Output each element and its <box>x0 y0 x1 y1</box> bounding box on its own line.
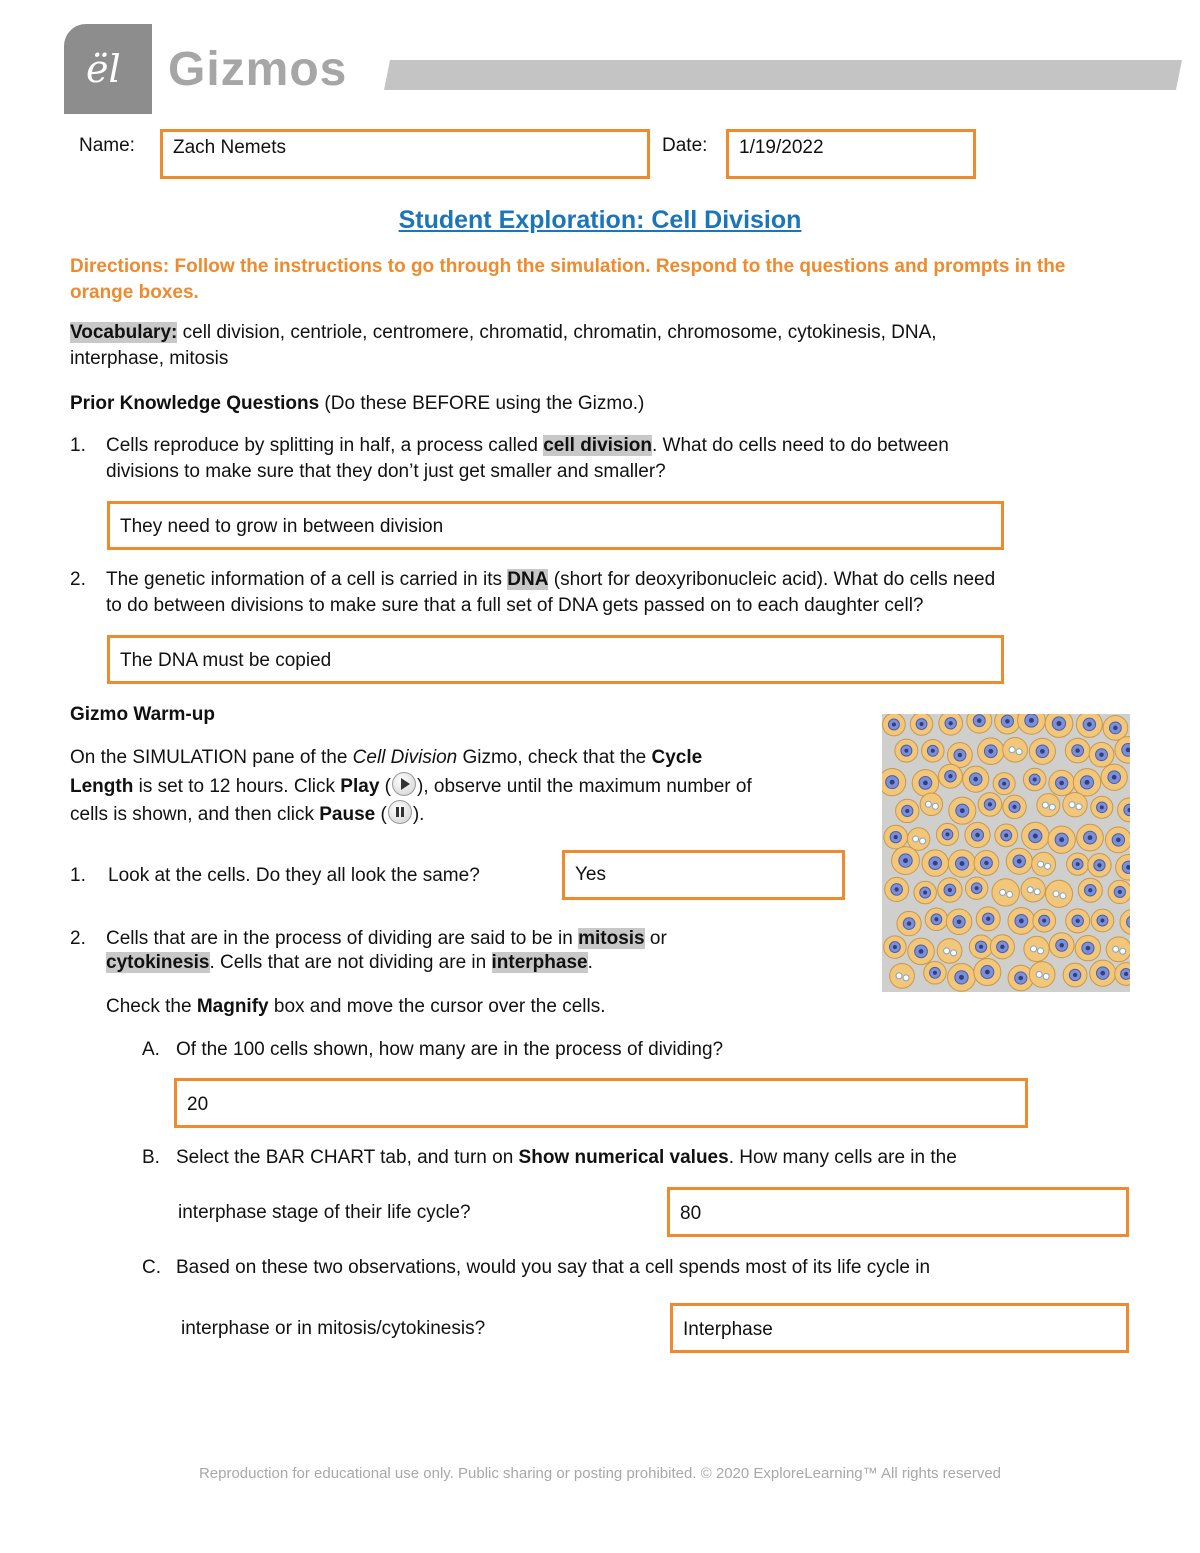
prior-heading-note: (Do these BEFORE using the Gizmo.) <box>319 393 645 414</box>
sub-a-answer-field[interactable] <box>174 1078 1028 1128</box>
cell <box>892 847 920 875</box>
warmup-p2-b: ( <box>379 776 391 797</box>
show-numerical-values: Show numerical values <box>518 1147 729 1168</box>
svg-text:ël: ël <box>86 47 121 91</box>
prior-q2-post: (short for deoxyribonucleic acid). What do cells need <box>548 569 996 590</box>
cell <box>938 878 962 902</box>
cell <box>912 770 938 796</box>
warmup-q1-answer-field[interactable] <box>562 850 845 900</box>
warmup-q1-number: 1. <box>70 865 86 886</box>
sub-b-letter: B. <box>142 1147 160 1168</box>
cell <box>965 877 987 899</box>
sub-c-letter: C. <box>142 1257 161 1278</box>
cell <box>1006 848 1032 874</box>
warmup-q2-pre: Cells that are in the process of dividing are said to be in <box>106 928 579 949</box>
term-interphase: interphase <box>491 952 588 973</box>
name-value: Zach Nemets <box>173 137 286 158</box>
cell <box>936 823 958 845</box>
cell <box>938 764 962 788</box>
term-cell-division: cell division <box>543 435 652 456</box>
cell <box>884 936 907 959</box>
prior-q2-text <box>106 567 995 593</box>
prior-q1-answer-field[interactable] <box>107 501 1004 550</box>
cell <box>1033 909 1056 932</box>
prior-q1-answer: They need to grow in between division <box>120 516 444 537</box>
cell <box>1116 854 1130 880</box>
cell <box>1024 936 1049 961</box>
cell <box>1077 824 1104 851</box>
warmup-paragraph-line1 <box>70 745 702 771</box>
vocabulary-label: Vocabulary: <box>70 322 178 343</box>
cell <box>1023 768 1046 791</box>
name-label: Name: <box>79 135 135 156</box>
play-icon <box>392 772 416 796</box>
sub-b-answer: 80 <box>680 1203 702 1224</box>
cell <box>974 851 999 876</box>
cell <box>1048 826 1075 853</box>
cell <box>946 909 972 935</box>
logo <box>64 24 152 114</box>
date-value: 1/19/2022 <box>739 137 824 158</box>
term-mitosis: mitosis <box>578 928 645 949</box>
magnify-instruction <box>106 994 606 1020</box>
warmup-p2-c: ), observe until the maximum number of <box>417 776 752 797</box>
cell <box>995 714 1020 734</box>
cell <box>924 962 947 985</box>
cell <box>1018 714 1046 734</box>
prior-q1-number: 1. <box>70 435 86 456</box>
term-dna: DNA <box>507 569 549 590</box>
cell <box>1088 854 1111 877</box>
cell <box>1101 764 1127 790</box>
cell <box>948 850 975 877</box>
sub-c-line2: interphase or in mitosis/cytokinesis? <box>181 1318 486 1339</box>
cell <box>1037 794 1060 817</box>
cell <box>1003 737 1028 762</box>
cell <box>884 825 908 849</box>
warmup-p3-c: ). <box>412 804 425 825</box>
warmup-heading: Gizmo Warm-up <box>70 704 215 725</box>
prior-q1-pre: Cells reproduce by splitting in half, a process called <box>106 435 544 456</box>
warmup-p1-a: On the SIMULATION pane of the <box>70 747 353 768</box>
sub-c-text: Based on these two observations, would you say that a cell spends most of its life cycle in <box>176 1257 931 1278</box>
cell <box>1090 960 1116 986</box>
cell <box>937 939 962 964</box>
cell <box>969 935 992 958</box>
directions: Directions: Follow the instructions to go through the simulation. Respond to the questions and prompts in the orange boxes. <box>70 256 1066 303</box>
cell <box>1029 738 1055 764</box>
warmup-q1-text: Look at the cells. Do they all look the same? <box>108 865 480 886</box>
cell <box>1075 935 1100 960</box>
prior-q2-answer: The DNA must be copied <box>120 650 332 671</box>
cell <box>992 879 1019 906</box>
cell <box>1105 827 1130 853</box>
magnify-post: box and move the cursor over the cells. <box>268 996 606 1017</box>
cell <box>995 824 1018 847</box>
term-cytokinesis: cytokinesis <box>106 952 210 973</box>
date-field[interactable] <box>726 129 976 179</box>
cell <box>1063 963 1087 987</box>
cell <box>965 822 990 847</box>
prior-q1-post: . What do cells need to do between <box>652 435 949 456</box>
brand-name: Gizmos <box>168 43 348 96</box>
logo-mark-icon <box>64 24 152 114</box>
sub-a-letter: A. <box>142 1039 160 1060</box>
date-label: Date: <box>662 135 708 156</box>
prior-heading-text: Prior Knowledge Questions <box>70 393 320 414</box>
cell <box>1066 909 1090 933</box>
cell <box>1045 880 1072 907</box>
cell <box>1089 742 1114 767</box>
cell <box>1120 909 1130 934</box>
cell <box>1032 852 1056 876</box>
warmup-q2-mid: or <box>644 928 667 949</box>
cell <box>882 769 906 796</box>
cell <box>896 799 919 822</box>
warmup-p2-a: is set to 12 hours. Click <box>133 776 341 797</box>
warmup-q2-end: . <box>587 952 593 973</box>
sub-a-text: Of the 100 cells shown, how many are in the process of dividing? <box>176 1039 724 1060</box>
cell <box>1021 878 1045 902</box>
prior-q2-answer-field[interactable] <box>107 635 1004 684</box>
cell <box>949 797 976 824</box>
gizmo-name: Cell Division <box>352 747 458 768</box>
cell <box>1091 796 1113 818</box>
cell <box>1106 937 1130 962</box>
cell <box>939 714 963 735</box>
cell <box>978 738 1005 765</box>
cell <box>1103 716 1128 741</box>
warmup-q2-number: 2. <box>70 928 86 949</box>
sub-c-answer-field[interactable] <box>670 1303 1129 1353</box>
cell <box>922 740 944 762</box>
vocabulary-terms-2: interphase, mitosis <box>70 348 229 369</box>
length-word: Length <box>70 776 134 797</box>
cell <box>907 828 929 850</box>
cell <box>1029 962 1055 988</box>
cells-image <box>882 714 1130 992</box>
cell <box>1065 738 1090 763</box>
cell <box>976 907 1000 931</box>
cell <box>885 877 909 901</box>
cell <box>895 739 918 762</box>
cell <box>948 963 976 991</box>
prior-q2-number: 2. <box>70 569 86 590</box>
cell <box>910 714 932 735</box>
cell <box>1008 908 1035 935</box>
cell <box>1115 963 1130 986</box>
prior-q1-text <box>106 433 949 459</box>
warmup-paragraph-line2 <box>70 772 752 800</box>
cell <box>1063 792 1087 816</box>
cell <box>1067 853 1089 875</box>
prior-knowledge-heading <box>70 391 644 417</box>
name-field[interactable] <box>160 129 650 179</box>
cell <box>1073 769 1100 796</box>
magnify-word: Magnify <box>196 996 269 1017</box>
cell <box>1003 795 1026 818</box>
footer-copyright: Reproduction for educational use only. Public sharing or posting prohibited. © 2020 ExploreLearning™ All rights reserved <box>198 1465 1002 1482</box>
cell <box>925 908 948 931</box>
vocabulary-line1 <box>70 320 937 346</box>
sub-b-pre: Select the BAR CHART tab, and turn on <box>176 1147 519 1168</box>
magnify-pre: Check the <box>106 996 197 1017</box>
warmup-p1-b: Gizmo, check that the <box>457 747 652 768</box>
cell <box>963 766 989 792</box>
warmup-q2-mid2: . Cells that are not dividing are in <box>209 952 492 973</box>
sub-b-post: . How many cells are in the <box>728 1147 957 1168</box>
prior-q1-line2: divisions to make sure that they don’t just get smaller and smaller? <box>106 461 666 482</box>
cell <box>1108 880 1130 903</box>
cell <box>922 850 949 877</box>
cell <box>1045 714 1073 737</box>
sub-c-answer: Interphase <box>683 1319 773 1340</box>
sub-b-text <box>176 1145 957 1171</box>
cell <box>993 773 1015 795</box>
cell <box>897 911 921 935</box>
play-word: Play <box>340 776 380 797</box>
cell <box>1049 933 1074 958</box>
prior-q2-pre: The genetic information of a cell is carried in its <box>106 569 508 590</box>
prior-q2-line2: to do between divisions to make sure that a full set of DNA gets passed on to each daughter cell? <box>106 595 924 616</box>
cell <box>974 958 1001 985</box>
cell <box>1049 770 1075 796</box>
cell <box>1091 909 1114 932</box>
pause-word: Pause <box>319 804 376 825</box>
cell <box>908 938 935 965</box>
sub-b-answer-field[interactable] <box>667 1187 1129 1237</box>
cell <box>1115 737 1130 763</box>
cell <box>967 714 992 733</box>
warmup-p3-a: cells is shown, and then click <box>70 804 320 825</box>
cell <box>883 714 906 736</box>
warmup-q1-answer: Yes <box>575 864 606 885</box>
cell <box>890 964 915 989</box>
warmup-paragraph-line3 <box>70 800 424 828</box>
cell <box>1118 798 1130 822</box>
warmup-p3-b: ( <box>375 804 387 825</box>
warmup-q2-line2 <box>106 950 593 976</box>
page-title: Student Exploration: Cell Division <box>398 206 802 234</box>
pause-icon <box>388 800 412 824</box>
cell <box>1022 822 1049 849</box>
sub-a-answer: 20 <box>187 1094 209 1115</box>
cell <box>920 793 942 815</box>
cycle-word: Cycle <box>651 747 703 768</box>
cell <box>978 793 1002 817</box>
vocabulary-terms-1: cell division, centriole, centromere, chromatid, chromatin, chromosome, cytokinesis, DNA, <box>177 322 937 343</box>
sub-b-line2: interphase stage of their life cycle? <box>178 1202 471 1223</box>
cell <box>914 881 937 904</box>
cell <box>1076 714 1102 737</box>
cell <box>990 935 1014 959</box>
cell <box>1078 878 1102 902</box>
warmup-q2-line1 <box>106 926 667 952</box>
